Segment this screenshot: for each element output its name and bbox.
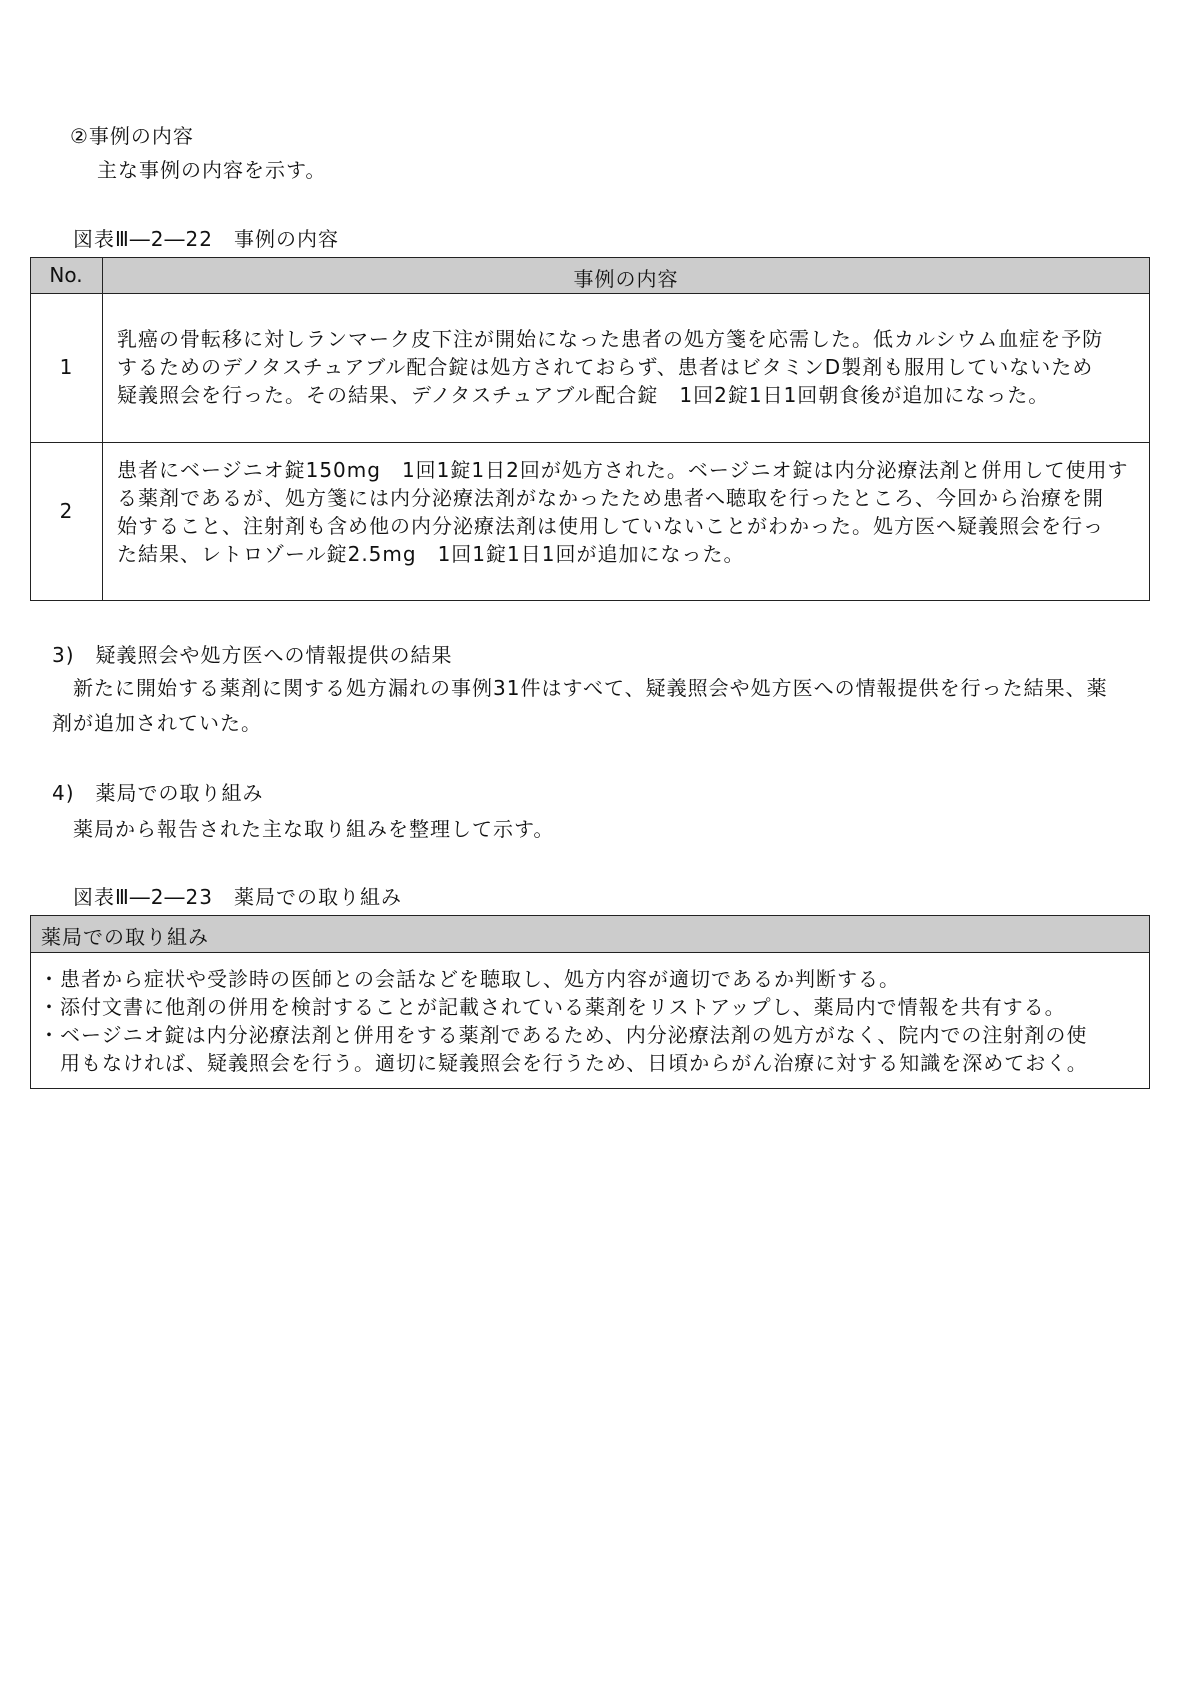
section-heading: 3) 疑義照会や処方医への情報提供の結果 <box>52 643 453 667</box>
text-line: 患者にベージニオ錠150mg 1回1錠1日2回が処方された。ベージニオ錠は内分泌療法剤と併用して使用す <box>117 458 1129 482</box>
section-heading: ②事例の内容 <box>70 124 194 148</box>
list-item: ・患者から症状や受診時の医師との会話などを聴取し、処方内容が適切であるか判断する。 <box>39 967 900 991</box>
row-number: 1 <box>59 355 73 379</box>
list-item: 用もなければ、疑義照会を行う。適切に疑義照会を行うため、日頃からがん治療に対する知識を深めておく。 <box>39 1051 1088 1075</box>
case-table <box>30 257 1150 601</box>
paragraph-line: 剤が追加されていた。 <box>52 711 262 735</box>
table-caption: 図表Ⅲ―2―23 薬局での取り組み <box>73 885 402 909</box>
header-no: No. <box>49 263 83 287</box>
table-caption: 図表Ⅲ―2―22 事例の内容 <box>73 227 339 251</box>
measures-list <box>39 965 1141 1077</box>
row-number: 2 <box>59 499 73 523</box>
list-item: ・ベージニオ錠は内分泌療法剤と併用をする薬剤であるため、内分泌療法剤の処方がなく、院内での注射剤の使 <box>39 1023 1088 1047</box>
table-header <box>31 916 1149 953</box>
paragraph-line: 新たに開始する薬剤に関する処方漏れの事例31件はすべて、疑義照会や処方医への情報提供を行った結果、薬 <box>73 676 1108 700</box>
header-content: 事例の内容 <box>573 267 679 291</box>
measures-table <box>30 915 1150 1089</box>
text-line: 乳癌の骨転移に対しランマーク皮下注が開始になった患者の処方箋を応需した。低カルシウム血症を予防 <box>117 327 1104 351</box>
list-item: ・添付文書に他剤の併用を検討することが記載されている薬剤をリストアップし、薬局内で情報を共有する。 <box>39 995 1066 1019</box>
row-text <box>117 325 1135 409</box>
text-line: 始すること、注射剤も含め他の内分泌療法剤は使用していないことがわかった。処方医へ疑義照会を行っ <box>117 514 1104 538</box>
text-line: するためのデノタスチュアブル配合錠は処方されておらず、患者はビタミンD製剤も服用していないため <box>117 355 1094 379</box>
table-header <box>31 258 1149 294</box>
row-text <box>117 456 1135 568</box>
section-intro: 薬局から報告された主な取り組みを整理して示す。 <box>73 817 555 841</box>
header-label: 薬局での取り組み <box>41 925 209 949</box>
text-line: る薬剤であるが、処方箋には内分泌療法剤がなかったため患者へ聴取を行ったところ、今回から治療を開 <box>117 486 1104 510</box>
section-intro: 主な事例の内容を示す。 <box>97 158 327 182</box>
text-line: 疑義照会を行った。その結果、デノタスチュアブル配合錠 1回2錠1日1回朝食後が追加になった。 <box>117 383 1050 407</box>
section-heading: 4) 薬局での取り組み <box>52 781 264 805</box>
text-line: た結果、レトロゾール錠2.5mg 1回1錠1日1回が追加になった。 <box>117 542 745 566</box>
column-divider <box>102 258 103 600</box>
row-divider <box>31 442 1149 443</box>
